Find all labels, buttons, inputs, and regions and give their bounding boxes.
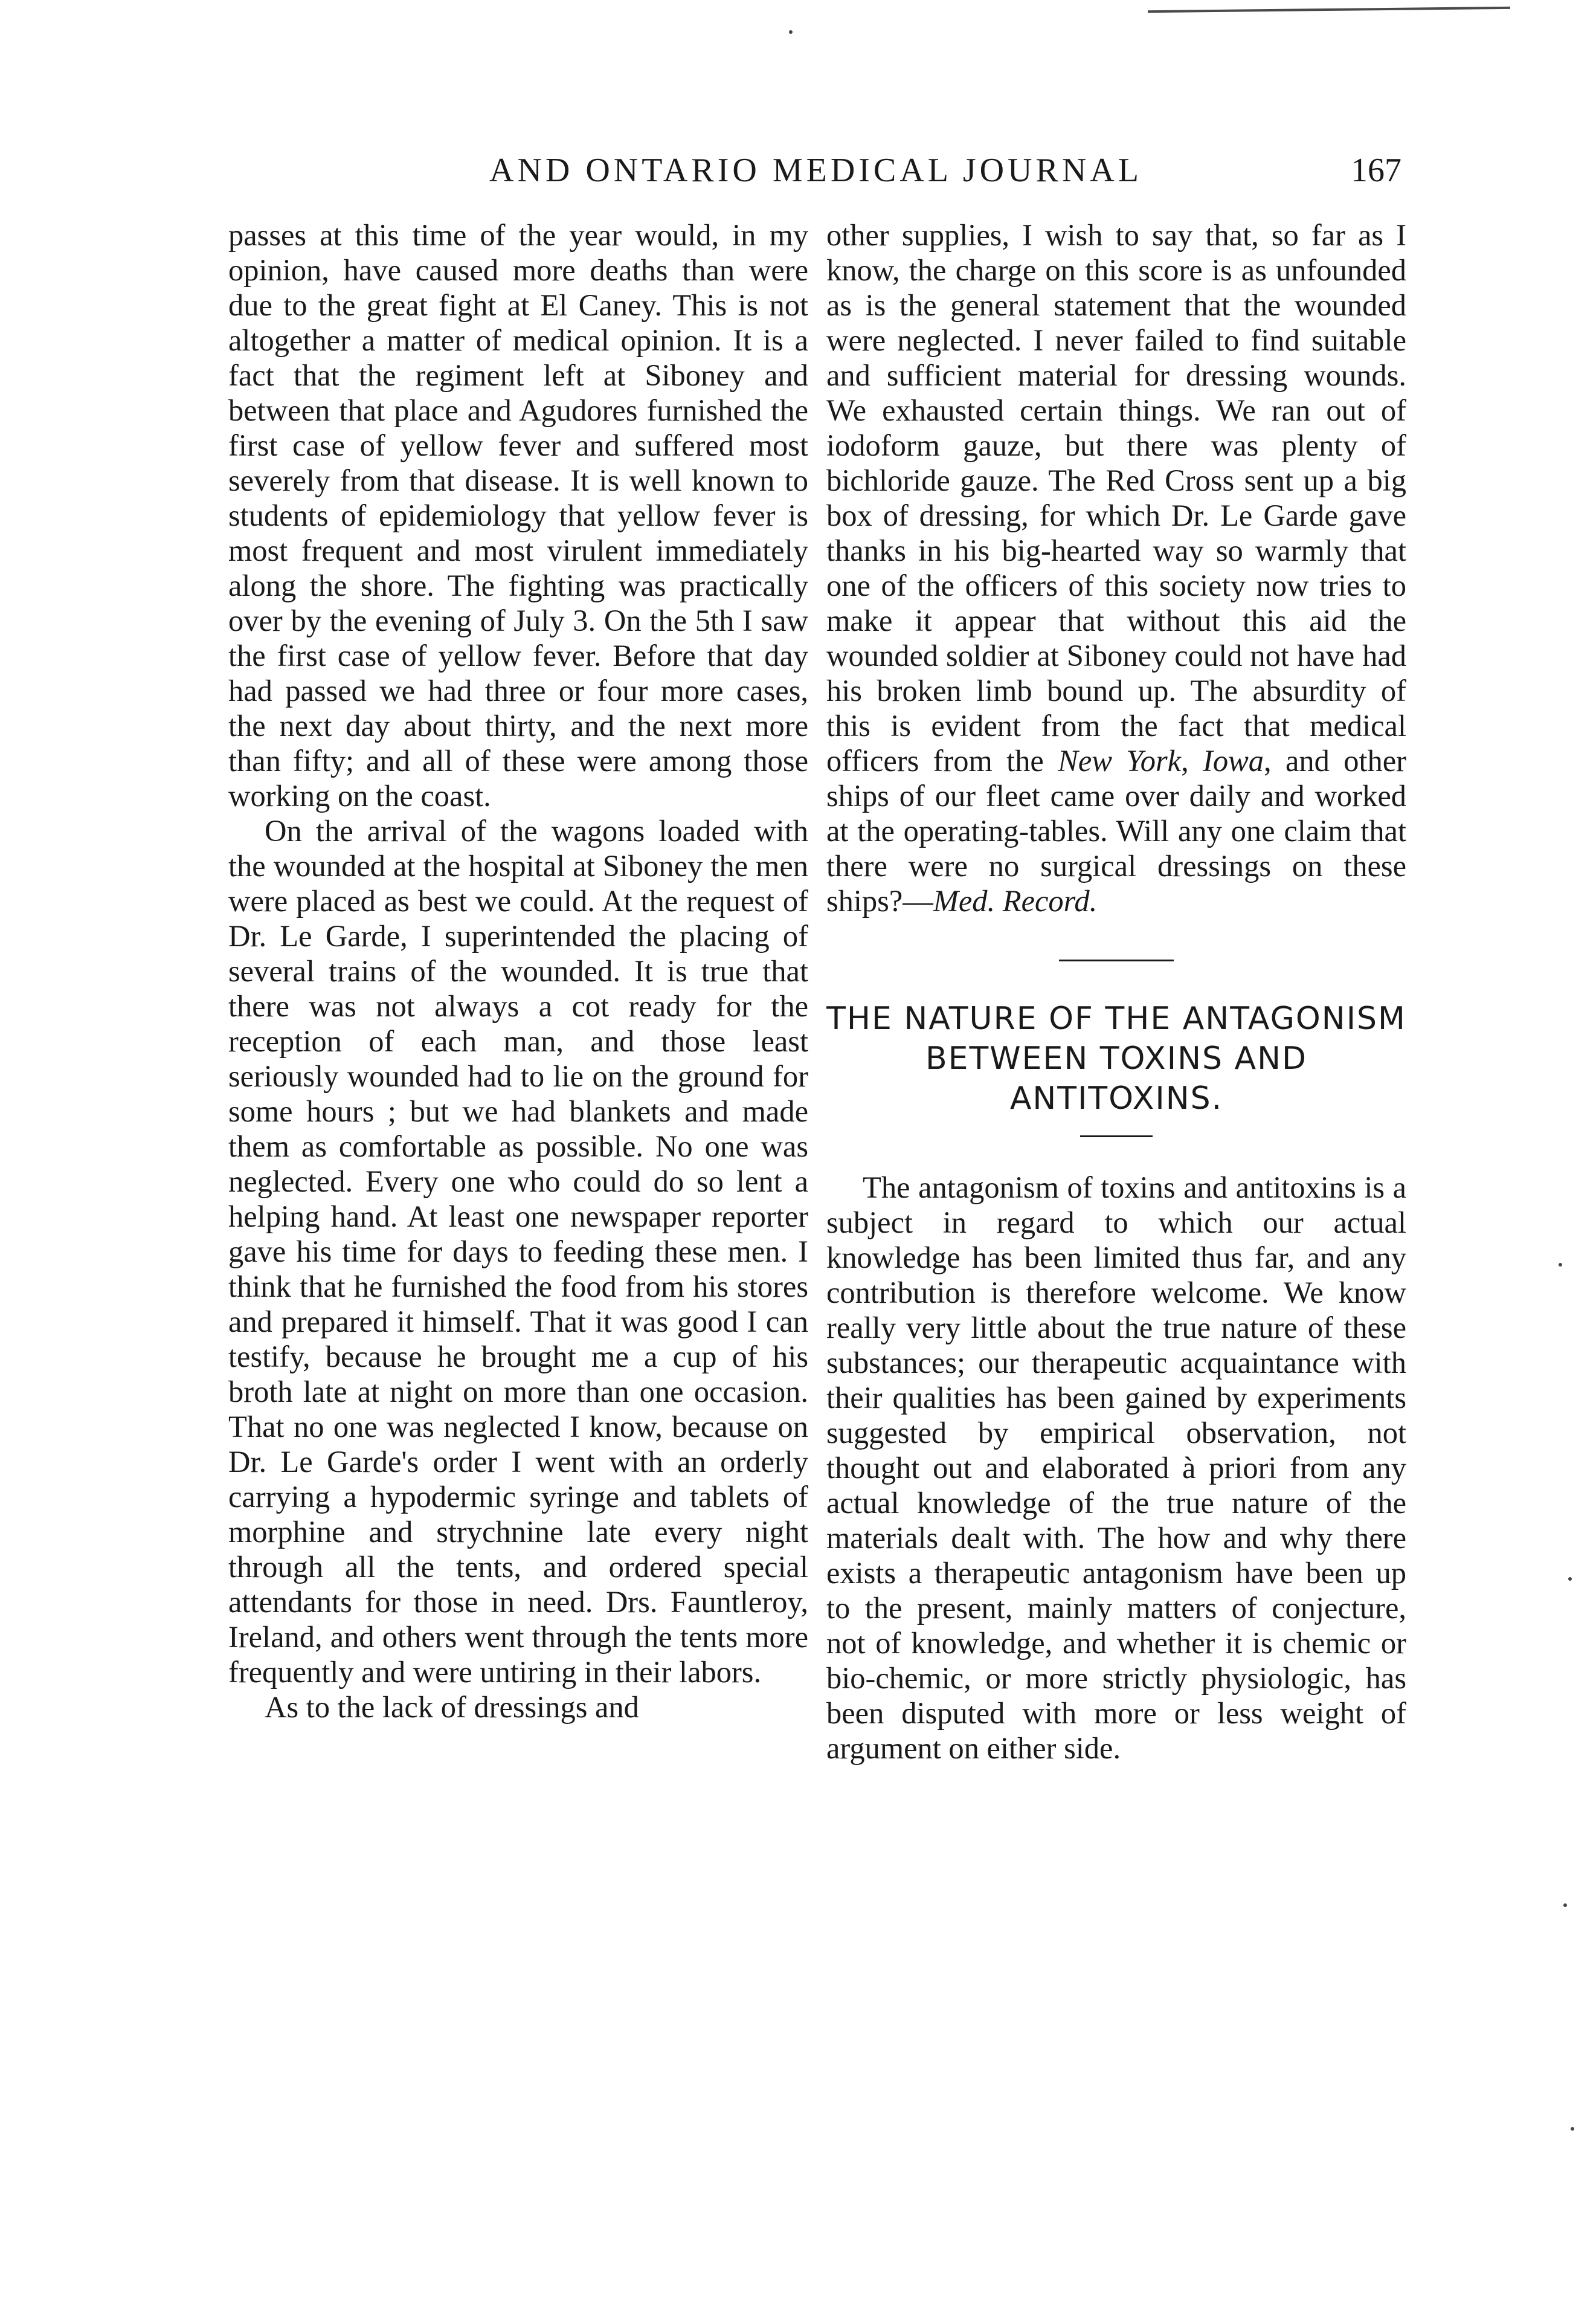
right-paragraph-1-text-a: other supplies, I wish to say that, so far as I know, the charge on this score is as unfounded as is the general statement that the wounded were neglected. I never failed to find suitable and sufficient material for dressing wounds. We exhausted certain things. We ran out of iodoform gauze, but there was plenty of bichloride gauze. The Red Cross sent up a big box of dressing, for which Dr. Le Garde gave thanks in his big-hearted way so warmly that one of the officers of this society now tries to make it appear that without this aid the wounded soldier at Siboney could not have had his broken limb bound up. The absurdity of this is evident from the fact that medical officers from the <box>826 218 1406 778</box>
right-paragraph-2: The antagonism of toxins and antitoxins is a subject in regard to which our actual knowledge has been limited thus far, and any contribution is therefore welcome. We know really very little about the true nature of these substances; our therapeutic acquaintance with their qualities has been gained by experiments suggested by empirical observation, not thought out and elaborated à priori from any actual knowledge of the true nature of the materials dealt with. The how and why there exists a therapeutic antagonism have been up to the present, mainly matters of conjecture, not of knowledge, and whether it is chemic or bio-chemic, or more strictly physiologic, has been disputed with more or less weight of argument on either side. <box>826 1170 1406 1765</box>
scan-speck <box>1571 2127 1574 2131</box>
ship-name-iowa: Iowa <box>1203 744 1264 778</box>
left-paragraph-3: As to the lack of dressings and <box>265 1690 639 1724</box>
ship-name-new-york: New York <box>1058 744 1182 778</box>
scan-speck <box>1559 1263 1562 1267</box>
scan-speck <box>789 30 793 34</box>
right-paragraph-1-text-b: , and other ships of our fleet came over daily and worked at the operating-tables. Will any one claim that there were no surgical dressings on these ships?— <box>826 744 1406 918</box>
left-paragraph-1: passes at this time of the year would, in my opinion, have caused more deaths than were due to the great fight at El Caney. This is not altogether a matter of medical opinion. It is a fact that the regiment left at Siboney and between that place and Agudores furnished the first case of yellow fever and suffered most severely from that disease. It is well known to students of epidemiology that yellow fever is most frequent and most virulent immediately along the shore. The fighting was practically over by the evening of July 3. On the 5th I saw the first case of yellow fever. Before that day had passed we had three or four more cases, the next day about thirty, and the next more than fifty; and all of these were among those working on the coast. <box>228 218 808 813</box>
citation: Med. Record. <box>933 884 1098 918</box>
scan-speck <box>1568 1577 1572 1581</box>
section-divider-rule <box>1059 960 1174 961</box>
ship-separator: , <box>1181 744 1203 778</box>
page-header <box>224 151 1401 199</box>
page-number: 167 <box>1351 152 1401 189</box>
left-paragraph-2: On the arrival of the wagons loaded with the wounded at the hospital at Siboney the men were placed as best we could. At the request of Dr. Le Garde, I superintended the placing of several trains of the wounded. It is true that there was not always a cot ready for the reception of each man, and those least seriously wounded had to lie on the ground for some hours ; but we had blankets and made them as comfortable as possible. No one was neglected. Every one who could do so lent a helping hand. At least one newspaper reporter gave his time for days to feeding these men. I think that he furnished the food from his stores and prepared it himself. That it was good I can testify, because he brought me a cup of his broth late at night on more than one occasion. That no one was neglected I know, because on Dr. Le Garde's order I went with an orderly carrying a hypodermic syringe and tablets of morphine and strychnine late every night through all the tents, and ordered special attendants for those in need. Drs. Fauntleroy, Ireland, and others went through the tents more frequently and were untiring in their labors. <box>228 814 808 1689</box>
running-title: AND ONTARIO MEDICAL JOURNAL <box>489 152 1142 189</box>
left-column <box>228 218 808 1725</box>
right-paragraph-1 <box>826 218 1406 918</box>
heading-underline-rule <box>1080 1135 1153 1137</box>
scan-speck <box>1563 1903 1567 1907</box>
right-column <box>826 218 1406 1766</box>
article-heading: THE NATURE OF THE ANTAGONISM BETWEEN TOXINS AND ANTITOXINS. <box>826 1001 1406 1117</box>
scan-edge-mark <box>1148 7 1510 13</box>
